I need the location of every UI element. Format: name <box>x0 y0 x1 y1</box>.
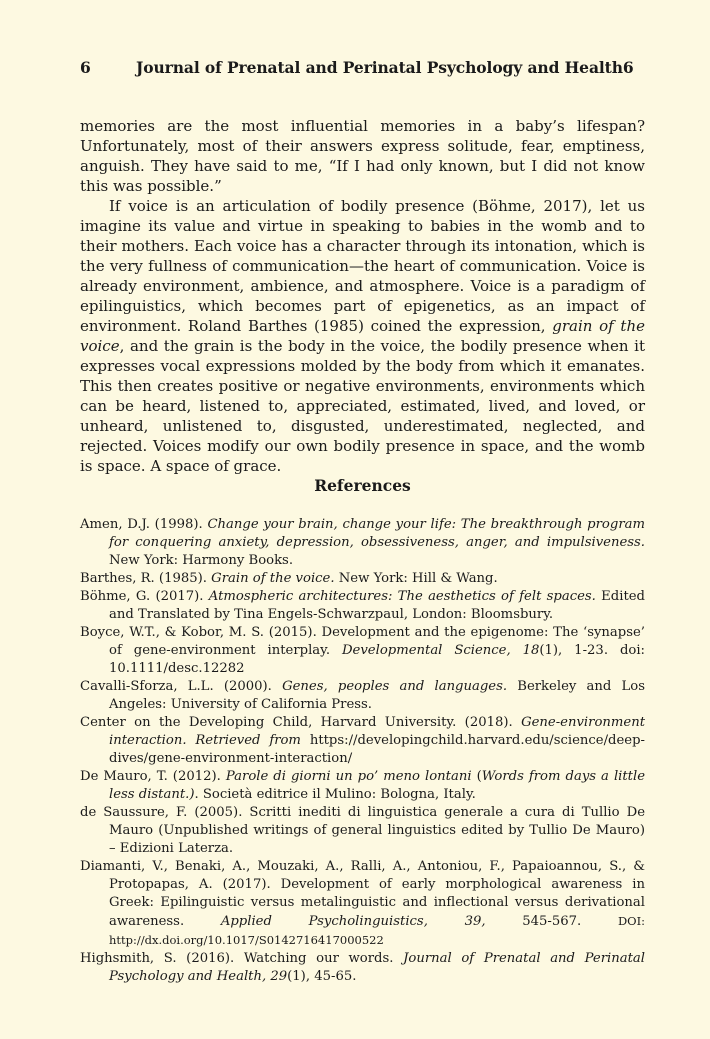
ref-text: (1), 1-23. doi: 10.1111/desc.12282 <box>109 643 645 676</box>
reference-item <box>80 768 645 804</box>
ref-text: Barthes, R. (1985). <box>80 571 212 586</box>
page-number: 6 <box>80 58 91 77</box>
paragraph-2-italic: grain of the voice <box>80 317 645 355</box>
ref-text: 545-567. <box>485 914 618 929</box>
ref-title: Change your brain, change your life: The breakthrough program for conquering anxiety, depression, obsessiveness, anger, and impulsiveness. <box>109 517 645 550</box>
ref-text: Edited and Translated by Tina Engels-Schwarzpaul, London: Bloomsbury. <box>109 589 645 622</box>
ref-url: https://developingchild.harvard.edu/science/deep-dives/gene-environment-interaction/ <box>109 733 646 766</box>
reference-item <box>80 858 645 950</box>
body-text <box>80 116 645 476</box>
ref-text: New York: Hill & Wang. <box>334 571 498 586</box>
ref-title: Gene-environment interaction. Retrieved from <box>109 715 645 748</box>
ref-text: Cavalli-Sforza, L.L. (2000). <box>80 679 283 694</box>
reference-item <box>80 678 645 714</box>
ref-text: Highsmith, S. (2016). Watching our words. <box>80 951 404 966</box>
reference-item <box>80 516 645 570</box>
ref-text: Berkeley and Los Angeles: University of California Press. <box>109 679 645 712</box>
ref-title: Developmental Science, 18 <box>341 643 540 658</box>
ref-title: Words from days a little less distant.) <box>109 769 646 802</box>
reference-list <box>80 516 645 986</box>
page <box>80 58 645 986</box>
ref-title: Grain of the voice. <box>211 571 335 586</box>
ref-text: Diamanti, V., Benaki, A., Mouzaki, A., Ralli, A., Antoniou, F., Papaioannou, S., & Protopapas, A. (2017). Development of early morphological awareness in Greek: Epilinguistic versus metalinguistic and inflectional versus derivational awareness. <box>80 859 645 929</box>
ref-text: de Saussure, F. (2005). Scritti inediti di linguistica generale a cura di Tullio De Mauro (Unpublished writings of general linguistics edited by Tullio De Mauro) – Edizioni Laterza. <box>80 805 645 856</box>
ref-text: De Mauro, T. (2012). <box>80 769 226 784</box>
ref-title: Parole di giorni un po’ meno lontani <box>225 769 472 784</box>
journal-title: Journal of Prenatal and Perinatal Psychology and Health6 <box>136 58 634 77</box>
paragraph-2-text-a: If voice is an articulation of bodily presence (Böhme, 2017), let us imagine its value and virtue in speaking to babies in the womb and to their mothers. Each voice has a character through its intonation, which is the very fullness of communication—the heart of communication. Voice is already environment, ambience, and atmosphere. Voice is a paradigm of epilinguistics, which becomes part of epigenetics, as an impact of environment. Roland Barthes (1985) coined the expression, <box>80 197 645 335</box>
ref-title: Genes, peoples and languages. <box>282 679 508 694</box>
running-header <box>80 58 645 84</box>
ref-title: Atmospheric architectures: The aesthetics of felt spaces. <box>208 589 596 604</box>
paragraph-2-text-c: , and the grain is the body in the voice, the bodily presence when it expresses vocal expressions molded by the body from which it emanates. This then creates positive or negative environments, environments which can be heard, listened to, appreciated, estimated, lived, and loved, or unheard, unlistened to, disgusted, underestimated, neglected, and rejected. Voices modify our own bodily presence in space, and the womb is space. A space of grace. <box>80 337 645 475</box>
ref-text: . Società editrice il Mulino: Bologna, Italy. <box>194 787 476 802</box>
ref-text: Amen, D.J. (1998). <box>80 517 208 532</box>
ref-text: Center on the Developing Child, Harvard University. (2018). <box>80 715 522 730</box>
ref-doi: DOI: http://dx.doi.org/10.1017/S0142716417000522 <box>109 914 646 947</box>
reference-item <box>80 570 645 588</box>
ref-text: (1), 45-65. <box>287 969 357 984</box>
reference-item <box>80 804 645 858</box>
ref-text: Boyce, W.T., & Kobor, M. S. (2015). Development and the epigenome: The ‘synapse’ of gene-environment interplay. <box>80 625 645 658</box>
ref-text: Böhme, G. (2017). <box>80 589 209 604</box>
ref-title: Journal of Prenatal and Perinatal Psychology and Health, 29 <box>109 951 645 984</box>
reference-item <box>80 624 645 678</box>
ref-title: Applied Psycholinguistics, 39, <box>220 914 486 929</box>
reference-item <box>80 714 645 768</box>
paragraph-1: memories are the most influential memories in a baby’s lifespan? Unfortunately, most of their answers express solitude, fear, emptiness, anguish. They have said to me, “If I had only known, but I did not know this was possible.” <box>80 117 645 195</box>
reference-item <box>80 588 645 624</box>
ref-text: ( <box>471 769 482 784</box>
references-heading: References <box>314 476 411 495</box>
paragraph-2 <box>80 196 645 476</box>
ref-text: New York: Harmony Books. <box>109 553 294 568</box>
reference-item <box>80 950 645 986</box>
